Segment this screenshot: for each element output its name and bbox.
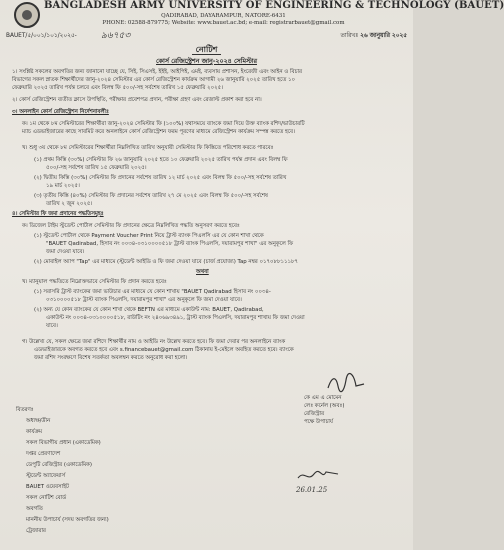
or-label: অথবা [196,269,209,275]
para-3a-line-2: ম্যাচ এডভাইজারের কাছে সাবমিট করে অনলাইনে কোর্স রেজিস্ট্রেশন ফরম পূরণের মাধ্যমে রেজিস্ট্রেশন কার্যক্রম সম্পন্ন করতে হবে। [22,129,295,135]
installment-3-line-1: (৩) তৃতীয় কিস্তি (৪০%) সেমিস্টার ফি প্রদানের সর্বশেষ তারিখ ২৭ মে ২০২৫ এবং বিলম্ব ফি ৫০০/-সহ সর্বশেষ [34,193,268,199]
registrar-signature [326,372,366,394]
para-1-line-1: ১। সংশ্লিষ্ট সকলের অবগতির জন্য জানানো যাচ্ছে যে, সিই, সিএসই, ইইই, আইপিই, এমই, ব্যবসায় প্রশাসন, ইংরেজী এবং আইন ও বিচার [12,69,302,75]
list-item: কার্যক্রম [26,429,42,435]
university-logo-icon [14,2,40,28]
signatory-name: কে এম এ মোমেন [304,395,342,401]
list-item: দপ্তর প্রেরণাদেশ [26,451,61,457]
installment-3-line-2: তারিখ ২ জুন ২০২৫। [46,201,93,207]
para-1-line-3: ফেব্রুয়ারি ২০২৫ তারিখ পর্যন্ত চলবে এবং বিলম্ব ফি ৫০০/-সহ সর্বশেষ তারিখ ১৫ ফেব্রুয়ারি ২০২৫। [12,85,224,91]
institution-name: BANGLADESH ARMY UNIVERSITY OF ENGINEERING & TECHNOLOGY (BAUET) [44,0,504,11]
para-4a-line-1: ক। ডিজেল টাইম স্টুডেন্ট পোর্টাল সেমিস্টার ফি প্রদানের ক্ষেত্রে নিম্নলিখিত পদ্ধতি অনুসরণ করতে হবেঃ [22,223,240,229]
list-item: অবগতি [26,506,43,512]
notice-title: নোটিশ [0,44,413,57]
signatory-block [304,394,344,426]
para-3-heading: ৩। অনলাইন কোর্স রেজিস্ট্রেশন নির্দেশনাবলীঃ [12,109,109,115]
para-4b1-line-2: ০৩১০০০০৫১৮ ট্রাস্ট ব্যাংক পিএলসি, দয়ারামপুর শাখা" এর অনুকূলে ফি জমা দেওয়া যাবে। [46,297,242,303]
signatory-rank: লেঃ কর্নেল (অবঃ) [304,403,345,409]
para-4b-line-1: খ। ম্যানুয়াল পদ্ধতিতে নিম্নোক্তভাবে সেমিস্টার ফি প্রদান করতে হবেঃ [22,279,167,285]
list-item: সকল বিভাগীয় প্রধান (একাডেমিক) [26,440,101,446]
institution-address: QADIRABAD, DAYARAMPUR, NATORE-6431 [161,13,286,19]
para-4a1-line-1: (১) স্টুডেন্ট পোর্টাল থেকে Payment Voucher Print নিয়ে ট্রাস্ট ব্যাংক পিএলসি এর যে কোন শাখা থেকে [34,233,264,239]
memo-serial: ৯৬৭৫৩ [101,31,131,41]
memo-number: BAUET/৫/০০১/১০১/২০২৫- [6,33,77,39]
para-4b2-line-1: (২) অন্য যে কোন ব্যাংকের যে কোন শাখা থেকে BEFTN এর মাধ্যমে একাউন্ট নাম: BAUET, Qadirabad, [34,307,264,313]
list-item: স্টুডেন্ট অ্যাফেয়ার্স [26,473,66,479]
handwritten-initials [296,468,340,484]
signatory-for: পক্ষে উপাচার্য [304,419,333,425]
para-4c-line-3: জমা রশিদ সংরক্ষণে বিশেষ সতর্কতা অবলম্বন করতে অনুরোধ করা হলো। [34,355,188,361]
para-4-heading: ৪। সেমিস্টার ফি জমা প্রদানের পদ্ধতিসমূহঃ [12,211,104,217]
list-item: ট্রেজারার [26,528,46,534]
notice-subject: কোর্স রেজিস্ট্রেশন জানু-২০২৪ সেমিস্টার [156,58,257,65]
para-3a-line-1: ক। ১ম থেকে ৮ম সেমিস্টারের শিক্ষার্থীরা জানু-২০২৪ সেমিস্টার ফি (১০০%) যথাসময়ে ব্যাংকে জমা দিয়ে উক্ত ব্যাংক রশিদ/ভাউচারটি [22,121,305,127]
list-item: মাননীয় উপাচার্য (সদয় অবগতির জন্য) [26,517,109,523]
para-4b1-line-1: (১) সরাসরি ট্রাস্ট ব্যাংকের জমা ভাউচার এর মাধ্যমে যে কোন শাখায় "BAUET Qadirabad হিসাব নং ০০৩৪- [34,289,271,295]
para-3b-line-1: খ। শুধু ৩য় থেকে ৮ম সেমিস্টারের শিক্ষার্থীরা নিম্নলিখিত তারিখ অনুযায়ী সেমিস্টার ফি কিস্তিতে পরিশোধ করতে পারবেঃ [22,145,274,151]
para-4b2-line-2: একাউন্ট নং ০০৩৪-০৩১০০০০৫১৮, রাউটিং নং ২৪০৬৯৩৪৯১, ট্রাস্ট ব্যাংক পিএলসি, দয়ারামপুর শাখায় ফি জমা দেওয়া [46,315,305,321]
para-4c-line-1: গ। উল্লেখ্য যে, সকল ক্ষেত্রে জমা রশিদে শিক্ষার্থীর নাম ও আইডি নং উল্লেখ করতে হবে। ফি জমা দেবার পর অনলাইনে ব্যাংক [22,339,286,345]
list-item: ডেপুটি রেজিস্ট্রার (একাডেমিক) [26,462,92,468]
installment-2-line-1: (২) দ্বিতীয় কিস্তি (৩০%) সেমিস্টার ফি প্রদানের সর্বশেষ তারিখ ১২ মার্চ ২০২৫ এবং বিলম্ব ফি ৫০০/-সহ সর্বশেষ তারিখ [34,175,287,181]
list-item: সকল নোটিশ বোর্ড [26,495,67,501]
signatory-title: রেজিস্ট্রার [304,411,325,417]
para-4a2-line-1: (২) মোবাইল অ্যাপ "Tap" এর মাধ্যমে (স্টুডেন্ট আইডি ও ফি জমা দেওয়া যাবে (চার্জ প্রযোজ্য) Tap নম্বর ০১৭০৮৮১১১৮৭ [34,259,298,265]
para-2-line-1: ২। কোর্স রেজিস্ট্রেশন ব্যতীত ক্লাসে উপস্থিতি, পরীক্ষার প্রবেশপত্র প্রদান, পরীক্ষা গ্রহণ এবং রেজাল্ট প্রকাশ করা হবে না। [12,97,262,103]
para-4b2-line-3: যাবে। [46,323,58,329]
para-1-line-2: বিভাগের সকল স্নাতক শিক্ষার্থীদের জানু-২০২৪ সেমিস্টার এর কোর্স রেজিস্ট্রেশন কার্যক্রম আগামী ২৬ জানুয়ারি ২০২৫ তারিখ হতে ১০ [12,77,296,83]
para-4c-line-2: এডভাইজারকে অবগত করতে হবে এবং s.financebauet@gmail.com ঠিকানায় ই-মেইলে অবহিত করতে হবে। ব্যাংকে [34,347,294,353]
institution-contact: PHONE: 02588-879775; Website: www.bauet.ac.bd; e-mail: registrarbauet@gmail.com [102,20,345,26]
notice-date: তারিখঃ ২৬ জানুয়ারি ২০২৫ [340,33,407,39]
distribution-heading: বিতরণঃ [16,407,34,413]
installment-1-line-2: ৫০০/-সহ সর্বশেষ তারিখ ১৫ ফেব্রুয়ারি ২০২৫। [46,165,147,171]
handwritten-date: 26.01.25 [296,486,328,494]
list-item: BAUET ওয়েবসাইট [26,484,69,490]
para-4a1-line-2: "BAUET Qadirabad, হিসাব নং ০০৩৪-০৩১০০০০৫১৮ ট্রাস্ট ব্যাংক পিএলসি, দয়ারামপুর শাখা" এর অনুকূলে ফি [46,241,294,247]
installment-2-line-2: ১৯ মার্চ ২০২৫। [46,183,80,189]
list-item: অধ্যক্ষ/ডীন [26,418,51,424]
para-4a1-line-3: জমা দেওয়া যাবে। [46,249,85,255]
distribution-list [16,405,109,537]
installment-1-line-1: (১) প্রথম কিস্তি (৩০%) সেমিস্টার ফি ২৬ জানুয়ারি ২০২৫ হতে ১০ ফেব্রুয়ারি ২০২৫ তারিখ পর্যন্ত প্রদান এবং বিলম্ব ফি [34,157,288,163]
